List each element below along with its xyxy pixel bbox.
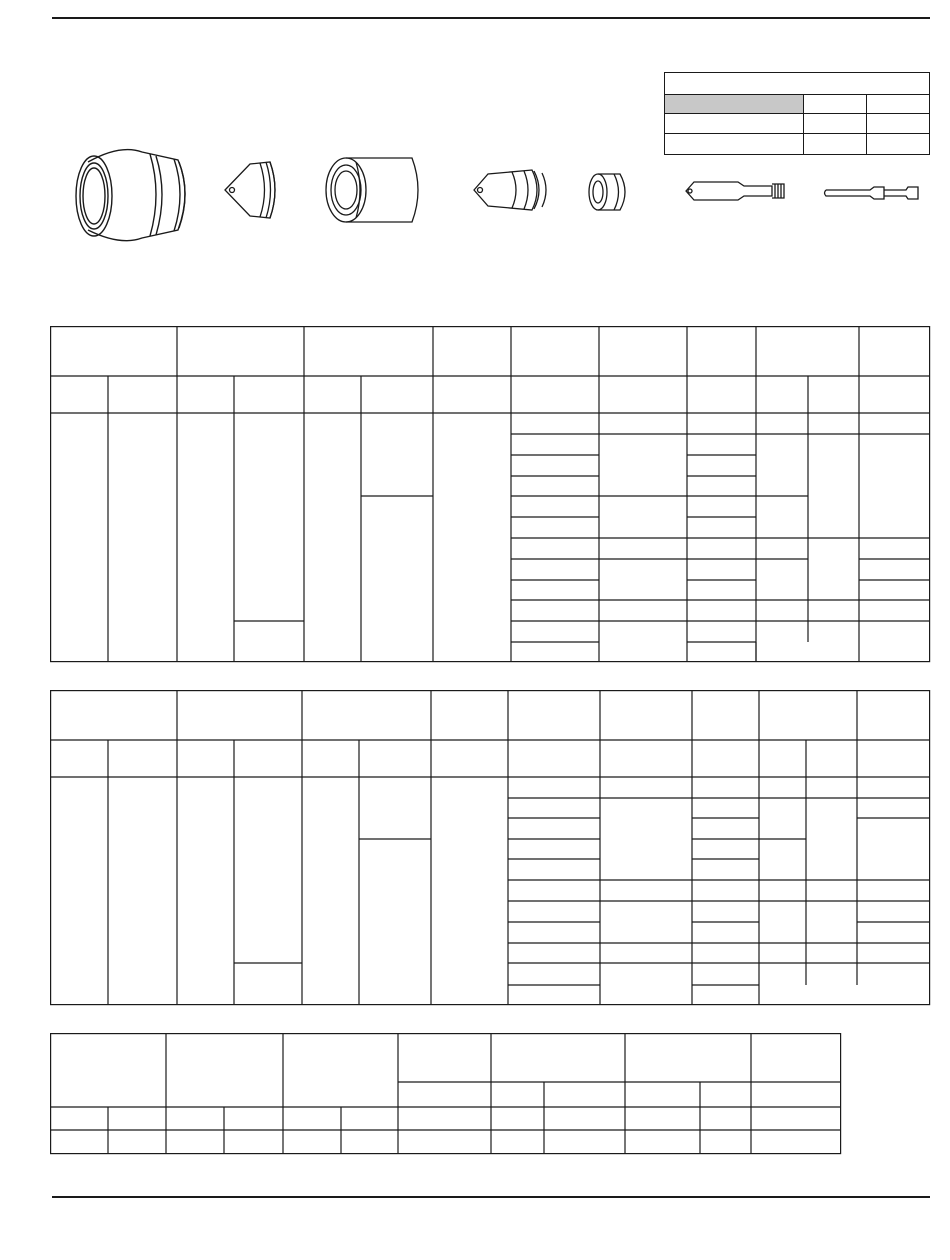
header-rule	[52, 17, 930, 19]
nozzle-cap-illustration-icon	[222, 158, 282, 224]
electrode-illustration-icon	[684, 176, 788, 206]
cut-chart-table-1	[50, 326, 931, 663]
swirl-ring-illustration-icon	[586, 170, 634, 214]
legend-title	[665, 73, 930, 95]
footer-rule	[52, 1196, 930, 1198]
legend-cell	[804, 95, 867, 114]
retaining-cap-illustration-icon	[322, 154, 426, 226]
legend-cell	[867, 95, 930, 114]
settings-table	[50, 1033, 842, 1155]
legend-row-label	[665, 95, 804, 114]
consumables-illustration-row	[0, 130, 950, 280]
water-tube-illustration-icon	[822, 182, 922, 204]
shield-illustration-icon	[70, 140, 195, 250]
nozzle-illustration-icon	[472, 166, 552, 216]
cut-chart-table-2	[50, 690, 931, 1006]
